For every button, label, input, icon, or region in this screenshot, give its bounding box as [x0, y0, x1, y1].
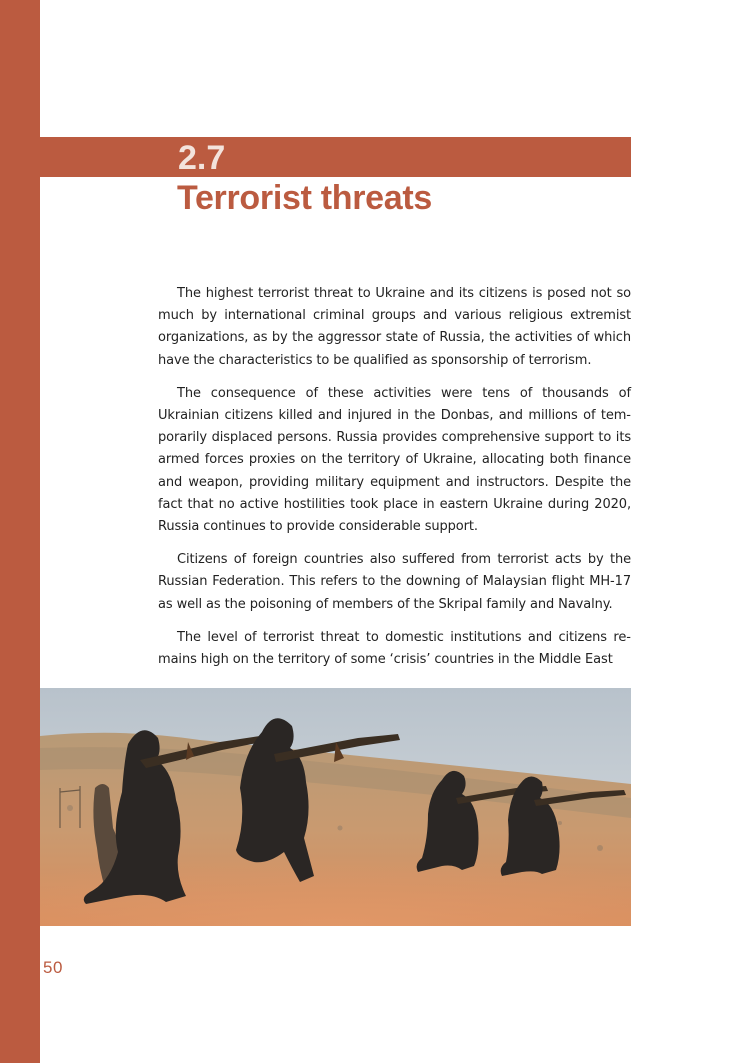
photo-armed-militants	[40, 688, 631, 926]
section-header-band	[40, 137, 631, 177]
page-number: 50	[43, 958, 63, 977]
paragraph: Citizens of foreign countries also suffered from terrorist acts by the Russian Federation. This refers to the downing of Malaysian flight MH-17 as well as the poisoning of members of the Skripal family and Navalny.	[158, 552, 631, 612]
paragraph: The consequence of these activities were tens of thousands of Ukrainian citizens killed and injured in the Donbas, and millions of temporarily displaced persons. Russia provides comprehensive support to its armed forces proxies on the territory of Ukraine, allocating both finance and weapon, providing military equipment and instructors. Despite the fact that no active hostilities took place in eastern Ukraine during 2020, Russia continues to provide considerable support.	[158, 385, 631, 535]
section-title: Terrorist threats	[177, 179, 433, 217]
paragraph: The level of terrorist threat to domestic institutions and citizens remains high on the territory of some ‘crisis’ countries in the Middle East	[158, 629, 631, 668]
body-text	[158, 283, 631, 682]
side-accent-bar	[0, 0, 40, 1063]
paragraph: The highest terrorist threat to Ukraine and its citizens is posed not so much by international criminal groups and various religious extremist organizations, as by the aggressor state of Russia, the activities of which have the characteristics to be qualified as sponsorship of terrorism.	[158, 286, 631, 368]
section-number: 2.7	[178, 139, 226, 177]
